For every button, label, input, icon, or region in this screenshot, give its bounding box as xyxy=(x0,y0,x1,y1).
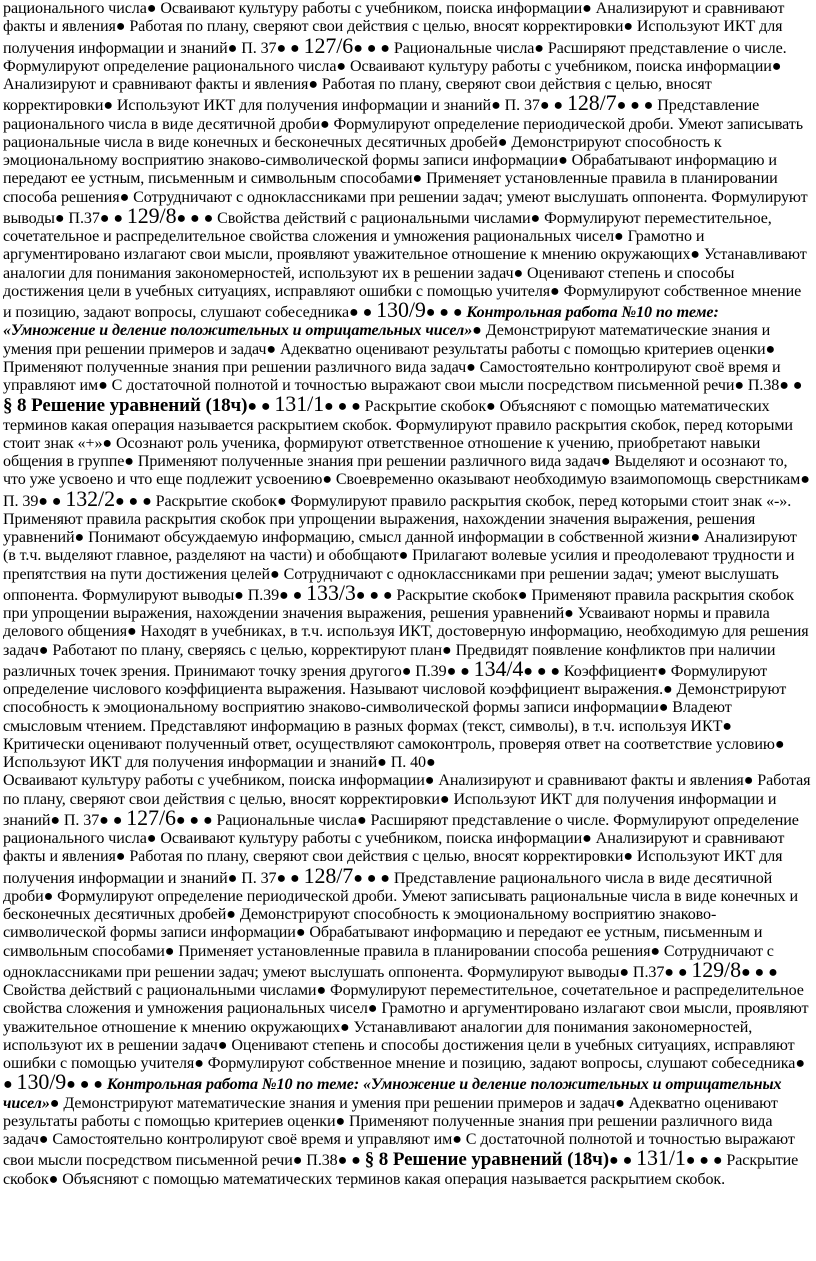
test-title: Контрольная работа №10 по теме: «Умножение и деление положительных и отрицательных чисел» xyxy=(3,304,719,340)
section-heading: § 8 Решение уравнений (18ч) xyxy=(3,395,248,417)
lesson-number: 127/6 xyxy=(126,804,176,830)
body-text: Осваивают культуру работы с учебником, поиска информации● Анализируют и сравнивают факты и явления● Работая по плану, сверяют свои действия с целью, вносят корректировки● Используют ИКТ для получения информации и знаний● П. 37● ● xyxy=(3,772,811,829)
body-text: ● ● ● Рациональные числа● Расширяют представление о числе. Формулируют определение рационального числа● Осваивают культуру работы с учебником, поиска информации● Анализируют и сравнивают факты и явления● Работая по плану, сверяют свои действия с целью, вносят корректировки● Используют ИКТ для получения информации и знаний● П. 37● ● xyxy=(3,39,787,115)
body-text: ● ● ● Раскрытие скобок● Формулируют правило раскрытия скобок, перед которыми стоит знак «-». Применяют правила раскрытия скобок при упрощении выражения, нахождении значения выражения, решения уравнений● Понимают обсуждаемую информацию, смысл данной информации в собственной жизни● Анализируют (в т.ч. выделяют главное, разделяют на части) и обобщают● Прилагают волевые усилия и преодолевают трудности и препятствия на пути достижения целей● Сотрудничают с одноклассниками при решении задач; умеют выслушать оппонента. Формулируют выводы● П.39● ● xyxy=(3,492,797,604)
body-text: ● ● ● Раскрытие скобок● Объясняют с помощью математических терминов какая операция называется раскрытием скобок. Формулируют правило раскрытия скобок, перед которыми стоит знак «+»● Осознают роль ученика, формируют ответственное отношение к учению, приобретают навыки общения в группе● Применяют полученные знания при решении различного вида задач● Выделяют и осознают то, что уже усвоено и что еще подлежит усвоению● Своевременно оказывают необходимую взаимопомощь сверстникам● П. 39● ● xyxy=(3,398,810,510)
lesson-number: 130/9 xyxy=(376,297,426,322)
lesson-number: 134/4 xyxy=(473,655,524,681)
body-text: ● ● ● Коэффициент● Формулируют определение числового коэффициента выражения. Называют числовой коэффициент выражения.● Демонстрируют способность к эмоциональному восприятию знаково-символической формы записи информации● Владеют смысловым чтением. Представляют информацию в разных формах (текст, символы), в т.ч. используя ИКТ● Критически оценивают полученный ответ, осуществляют самоконтроль, проверяя ответ на соответствие условию● Используют ИКТ для получения информации и знаний● П. 40● xyxy=(3,662,787,771)
lesson-number: 127/6 xyxy=(303,32,354,58)
paragraph xyxy=(3,772,812,1189)
test-title: Контрольная работа №10 по теме: «Умножение и деление положительных и отрицательных чисел» xyxy=(3,1076,782,1112)
lesson-number: 131/1 xyxy=(636,1145,686,1171)
body-text: ● ● ● Представление рационального числа в виде десятичной дроби● Формулируют определение периодической дроби. Умеют записывать рациональные числа в виде конечных и бесконечных десятичных дробей● Демонстрируют способность к эмоциональному восприятию знаково-символической формы записи информации● Обрабатывают информацию и передают ее устным, письменным и символьным способами● Применяет установленные правила в планировании способа решения● Сотрудничают с одноклассниками при решении задач; умеют выслушать оппонента. Формулируют выводы● П.37● ● xyxy=(3,97,808,227)
body-text: рационального числа● Осваивают культуру работы с учебником, поиска информации● Анализируют и сравнивают факты и явления● Работая по плану, сверяют свои действия с целью, вносят корректировки● Используют ИКТ для получения информации и знаний● П. 37● ● xyxy=(3,0,785,57)
lesson-number: 131/1 xyxy=(274,391,325,417)
lesson-number: 133/3 xyxy=(306,579,356,605)
paragraph xyxy=(3,0,812,772)
lesson-number: 130/9 xyxy=(16,1069,67,1095)
lesson-number: 132/2 xyxy=(65,485,115,511)
lesson-number: 129/8 xyxy=(691,956,741,982)
body-text: ● ● ● xyxy=(66,1076,107,1094)
body-text: ● ● ● Рациональные числа● Расширяют представление о числе. Формулируют определение рационального числа● Осваивают культуру работы с учебником, поиска информации● Анализируют и сравнивают факты и явления● Работая по плану, сверяют свои действия с целью, вносят корректировки● Используют ИКТ для получения информации и знаний● П. 37● ● xyxy=(3,811,799,887)
body-text: ● ● ● Свойства действий с рациональными числами● Формулируют переместительное, сочетательное и распределительное свойства сложения и умножения рациональных чисел● Грамотно и аргументировано излагают свои мысли, проявляют уважительное отношение к мнению окружающих● Устанавливают аналогии для понимания закономерностей, используют их в решении задач● Оценивают степень и способы достижения цели в учебных ситуациях, исправляют ошибки с помощью учителя● Формулируют собственное мнение и позицию, задают вопросы, слушают собеседника● ● xyxy=(3,209,807,321)
lesson-number: 128/7 xyxy=(566,90,617,116)
body-text: ● Демонстрируют математические знания и умения при решении примеров и задач● Адекватно оценивают результаты работы с помощью критериев оценки● Применяют полученные знания при решении различного вида задач● Самостоятельно контролируют своё время и управляют им● С достаточной полнотой и точностью выражают свои мысли посредством письменной речи● П.38● ● xyxy=(3,1094,795,1170)
lesson-number: 128/7 xyxy=(303,862,354,888)
body-text: ● Демонстрируют математические знания и умения при решении примеров и задач● Адекватно оценивают результаты работы с помощью критериев оценки● Применяют полученные знания при решении различного вида задач● Самостоятельно контролируют своё время и управляют им● С достаточной полнотой и точностью выражают свои мысли посредством письменной речи● П.38● ● xyxy=(3,322,803,394)
body-text: ● ● ● Свойства действий с рациональными числами● Формулируют переместительное, сочетательное и распределительное свойства сложения и умножения рациональных чисел● Грамотно и аргументировано излагают свои мысли, проявляют уважительное отношение к мнению окружающих● Устанавливают аналогии для понимания закономерностей, используют их в решении задач● Оценивают степень и способы достижения цели в учебных ситуациях, исправляют ошибки с помощью учителя● Формулируют собственное мнение и позицию, задают вопросы, слушают собеседника● ● xyxy=(3,963,809,1094)
body-text: ● ● ● Представление рационального числа в виде десятичной дроби● Формулируют определение периодической дроби. Умеют записывать рациональные числа в виде конечных и бесконечных десятичных дробей● Демонстрируют способность к эмоциональному восприятию знаково-символической формы записи информации● Обрабатывают информацию и передают ее устным, письменным и символьным способами● Применяет установленные правила в планировании способа решения● Сотрудничают с одноклассниками при решении задач; умеют выслушать оппонента. Формулируют выводы● П.37● ● xyxy=(3,869,799,981)
body-text: ● ● xyxy=(247,398,275,416)
body-text: ● ● ● Раскрытие скобок● Объясняют с помощью математических терминов какая операция называется раскрытием скобок. xyxy=(3,1152,799,1188)
body-text: ● ● xyxy=(609,1152,637,1170)
section-heading: § 8 Решение уравнений (18ч) xyxy=(364,1149,610,1171)
body-text: ● ● ● xyxy=(425,304,467,321)
lesson-number: 129/8 xyxy=(126,202,177,228)
body-text: ● ● ● Раскрытие скобок● Применяют правила раскрытия скобок при упрощении выражения, нахождении значения выражения, решения уравнений● Усваивают нормы и правила делового общения● Находят в учебниках, в т.ч. используя ИКТ, достоверную информацию, необходимую для решения задач● Работают по плану, сверяясь с целью, корректируют план● Предвидят появление конфликтов при наличии различных точек зрения. Принимают точку зрения другого● П.39● ● xyxy=(3,586,809,680)
